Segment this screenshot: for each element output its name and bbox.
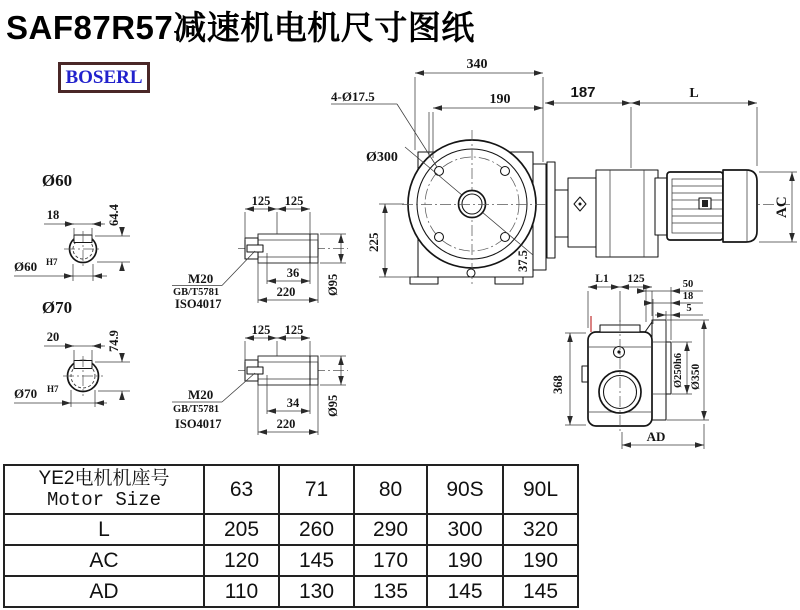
table-header-motor-size — [4, 465, 204, 514]
table-cell: 320 — [503, 514, 578, 545]
standard2-lower: ISO4017 — [175, 417, 222, 431]
dim-l1: L1 — [595, 273, 609, 285]
table-col-90s: 90S — [427, 465, 503, 514]
dim-220-upper: 220 — [276, 285, 296, 299]
bore-label-70: Ø70 — [14, 386, 38, 401]
dim-o350: Ø350 — [690, 363, 702, 390]
header-line-cn: YE2电机机座号 — [38, 468, 170, 489]
front-view — [331, 57, 546, 284]
dim-125b-lower: 125 — [284, 323, 304, 337]
standard1-lower: GB/T5781 — [173, 404, 220, 415]
table-col-90l: 90L — [503, 465, 578, 514]
dim-125-rear: 125 — [627, 273, 645, 285]
dim-height-749: 74.9 — [107, 330, 121, 352]
table-cell: 145 — [503, 576, 578, 607]
thread-label-lower: M20 — [188, 387, 214, 402]
shaft-detail-upper — [172, 194, 348, 311]
table-cell: 110 — [204, 576, 279, 607]
thread-label-upper: M20 — [188, 271, 214, 286]
dim-key-width-70: 20 — [46, 330, 60, 344]
table-row-ad — [4, 576, 578, 607]
row-label-ac: AC — [4, 545, 204, 576]
standard2-upper: ISO4017 — [175, 297, 222, 311]
shaft-section-o60 — [14, 171, 130, 281]
shaft-section-o70 — [14, 298, 130, 407]
rear-view — [551, 273, 709, 449]
table-cell: 145 — [427, 576, 503, 607]
dim-18: 18 — [682, 291, 694, 302]
dim-190: 190 — [489, 92, 511, 107]
page-title: SAF87R57减速机电机尺寸图纸 — [6, 9, 475, 46]
section-o60-title: Ø60 — [41, 171, 73, 190]
motor-size-table — [3, 464, 579, 608]
dim-ad: AD — [646, 429, 666, 444]
table-cell: 260 — [279, 514, 354, 545]
table-row-ac — [4, 545, 578, 576]
dim-holes: 4-Ø17.5 — [331, 89, 375, 104]
dim-340: 340 — [466, 57, 488, 72]
shaft-detail-lower — [172, 323, 348, 435]
bore-tolerance-60: H7 — [46, 257, 58, 267]
dim-o95-lower: Ø95 — [326, 394, 340, 417]
header-line-en: Motor Size — [46, 489, 162, 511]
dim-o250h6: Ø250h6 — [673, 352, 684, 388]
dim-187: 187 — [570, 84, 596, 101]
table-header-row — [4, 465, 578, 514]
table-cell: 135 — [354, 576, 427, 607]
dim-50: 50 — [682, 279, 694, 290]
section-o70-title: Ø70 — [41, 298, 73, 317]
dim-125a-upper: 125 — [251, 194, 271, 208]
dim-34: 34 — [286, 396, 300, 410]
table-cell: 205 — [204, 514, 279, 545]
dim-ac: AC — [774, 196, 790, 218]
bore-label-60: Ø60 — [14, 259, 38, 274]
table-cell: 120 — [204, 545, 279, 576]
table-cell: 290 — [354, 514, 427, 545]
table-col-80: 80 — [354, 465, 427, 514]
dim-220-lower: 220 — [276, 417, 296, 431]
row-label-ad: AD — [4, 576, 204, 607]
bore-tolerance-70: H7 — [47, 384, 59, 394]
dim-height-644: 64.4 — [107, 204, 121, 226]
dim-125a-lower: 125 — [251, 323, 271, 337]
dim-5: 5 — [686, 303, 692, 314]
brand-logo-text: BOSERL — [65, 66, 143, 88]
table-col-63: 63 — [204, 465, 279, 514]
table-cell: 130 — [279, 576, 354, 607]
table-cell: 300 — [427, 514, 503, 545]
dim-o95-upper: Ø95 — [326, 273, 340, 296]
dim-368: 368 — [551, 375, 565, 394]
table-cell: 145 — [279, 545, 354, 576]
table-cell: 190 — [427, 545, 503, 576]
dim-225: 225 — [366, 232, 381, 252]
table-col-71: 71 — [279, 465, 354, 514]
table-cell: 190 — [503, 545, 578, 576]
table-cell: 170 — [354, 545, 427, 576]
standard1-upper: GB/T5781 — [173, 287, 220, 298]
dim-key-width-60: 18 — [46, 208, 60, 222]
row-label-l: L — [4, 514, 204, 545]
dim-125b-upper: 125 — [284, 194, 304, 208]
dim-36: 36 — [286, 266, 300, 280]
table-row-l — [4, 514, 578, 545]
dim-motor-l: L — [689, 86, 699, 101]
dim-375: 37.5 — [516, 250, 530, 272]
dim-o300: Ø300 — [366, 150, 398, 165]
